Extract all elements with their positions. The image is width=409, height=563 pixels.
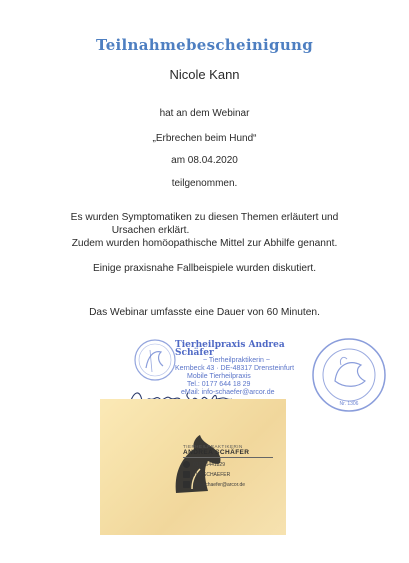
webinar-date: am 08.04.2020 [171,155,238,166]
description-line-2: Ursachen erklärt. [111,225,190,236]
card-name: ANDREA SCHÄFER [183,449,273,458]
participated-line: teilgenommen. [171,178,238,189]
business-card-info [183,444,273,491]
card-subtitle: TIERHEILPRAKTIKERIN [183,444,243,449]
card-email-row [183,481,273,488]
participant-name: Nicole Kann [169,67,240,82]
facebook-icon [183,471,190,478]
association-seal [309,335,389,415]
certificate-title: Teilnahmebescheinigung [95,36,314,54]
description-paragraph [20,211,389,250]
stamp-practice-name: Tierheilpraxis Andrea Schäfer [175,340,285,358]
card-facebook-row [183,471,273,478]
stamp-mobile: Mobile Tierheilpraxis [187,373,251,380]
card-facebook: THPSCHAEFER [193,471,231,478]
attendance-line: hat an dem Webinar [159,108,250,119]
case-examples-text: Einige praxisnahe Fallbeispiele wurden diskutiert. [92,263,317,274]
stamp-email: eMail: info-schaefer@arcor.de [181,389,275,396]
description-line-1: Es wurden Symptomatiken zu diesen Themen erläutert und [70,212,339,223]
stamp-address: Kernbeck 43 · DE-48317 Drensteinfurt [175,365,295,372]
description-line-3: Zudem wurden homöopathische Mittel zur Abhilfe genannt. [71,238,338,249]
webinar-title: „Erbrechen beim Hund“ [152,133,257,144]
duration-text: Das Webinar umfasste eine Dauer von 60 Minuten. [89,307,320,318]
card-phone-row [183,461,273,468]
whatsapp-icon [183,461,190,468]
stamp-subtitle: ~ Tierheilpraktikerin ~ [203,357,270,364]
stamp-phone: Tel.: 0177 644 18 29 [187,381,251,388]
card-phone: 0177 6441829 [193,461,225,468]
card-email: info-schaefer@arcor.de [193,481,246,488]
svg-text:Nr. 1306: Nr. 1306 [339,401,359,407]
mail-icon [183,481,190,488]
